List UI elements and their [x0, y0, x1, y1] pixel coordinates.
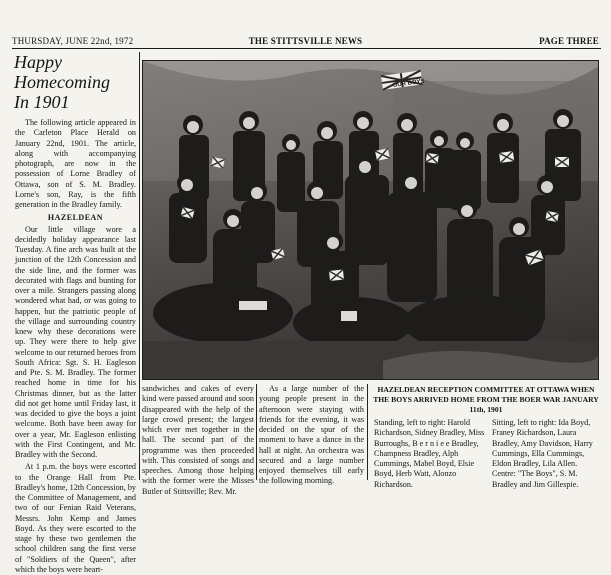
article-column-3-text: As a large number of the young people present in the afternoon were staying with friends for the evening, it was decided on the spur of the moment to have a dance in the hall at night. An orchestra was secured and a large number enjoyed themselves till early the following morning.	[259, 384, 364, 486]
column-divider-2	[256, 384, 257, 480]
masthead	[12, 34, 599, 48]
masthead-rule	[12, 48, 601, 49]
article-column-3	[259, 384, 364, 486]
photo-figures	[143, 61, 598, 379]
article-paragraph-1: Our little village wore a decidedly holiday appearance last Tuesday. A fine arch was built at the junction of the 12th Concession and the side line, and the former was decorated with flags and bunting for over a mile. Strangers passing along wondered what had, or was going to happen, but the patriotic people of the village and surrounding country knew why these decorations were up. They were there to help give welcome to our returned heroes from South Africa: Sgt. S. H. Eagleson and Pte. S. M. Bradley. The former reached home in time for his Christmas dinner, but as the latter did not get home until Friday last, it was decided to give the boys a joint welcome. Both have been away for over a year, Mr. Eagleson enlisting with the First Contingent, and Mr. Bradley with the Second.	[15, 224, 136, 459]
column-divider	[139, 52, 140, 480]
caption-sitting: Sitting, left to right: Ida Boyd, Franey Richardson, Laura Bradley, Amy Davidson, Harry Cummings, Ella Cummings, Eldon Bradley, Lila Allen. Centre: "The Boys", S. M. Bradley and Jim Gillespie.	[492, 418, 593, 489]
photo-flag-text: OUR BOYS	[392, 78, 425, 89]
article-column-1	[15, 118, 136, 574]
article-intro: The following article appeared in the Carleton Place Herald on January 22nd, 1901. The article, along with accompanying photograph, are now in the possession of Lorne Bradley of Ottawa, son of S. M. Bradley. Lorne's son, Ray, is the fifth generation in the Bradley family.	[15, 118, 136, 209]
committee-photograph	[142, 60, 599, 380]
photo-caption-heading: HAZELDEAN RECEPTION COMMITTEE AT OTTAWA WHEN THE BOYS ARRIVED HOME FROM THE BOER WAR JANUARY 11th, 1901	[373, 385, 599, 414]
caption-standing: Standing, left to right: Harold Richardson, Sidney Bradley, Miss Burroughs, B e r n i e e Bradley, Champness Bradley, Alph Cummings, Mabel Boyd, Elsie Boyd, Herb Watt, Alonzo Richardson.	[374, 418, 485, 489]
article-subhead: HAZELDEAN	[47, 213, 104, 223]
headline-line-3: In 1901	[14, 92, 70, 112]
article-headline	[14, 52, 140, 112]
headline-line-1: Happy	[14, 52, 62, 72]
masthead-page-number: PAGE THREE	[539, 36, 599, 46]
article-column-2	[142, 384, 254, 496]
headline-line-2: Homecoming	[14, 72, 110, 92]
article-paragraph-2: At 1 p.m. the boys were escorted to the Orange Hall from Pte. Bradley's home, 12th Concession, by the Committee of Management, and two of our Fenian Raid Veterans, Messrs. John Kemp and James Boyd. As they were escorted to the stage by these two gentlemen the school children sang the first verse of "Soldiers of the Queen", after which the boys were heart-	[15, 462, 136, 574]
article-column-2-text: sandwiches and cakes of every kind were passed around and soon disappeared with the help of the large crowd present; the largest which ever met together in the hall. The second part of the programme was then proceeded with. This consisted of songs and speeches. Among those helping with the former were the Misses Butler of Stittsville; Rev. Mr.	[142, 384, 254, 496]
masthead-date: THURSDAY, JUNE 22nd, 1972	[12, 36, 134, 46]
masthead-paper-name: THE STITTSVILLE NEWS	[248, 36, 363, 46]
column-divider-3	[367, 384, 368, 480]
